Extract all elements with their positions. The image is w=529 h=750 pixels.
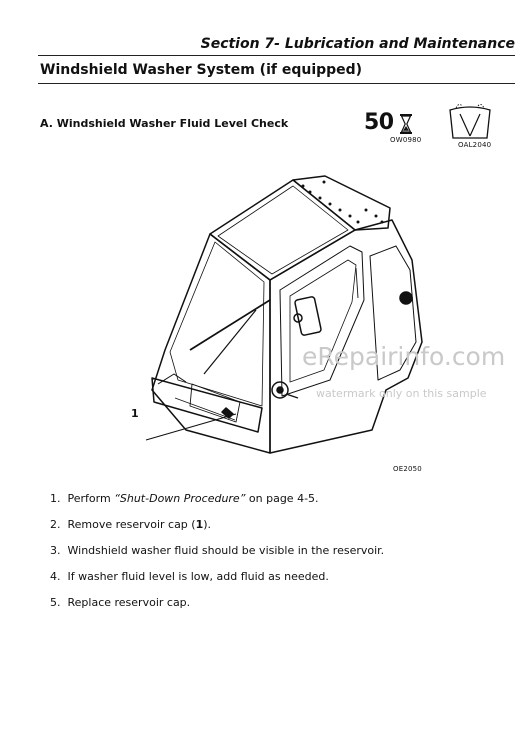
- step-item: [50, 569, 384, 585]
- windshield-icon-code: OAL2040: [458, 141, 492, 149]
- page-title: Windshield Washer System (if equipped): [40, 62, 363, 78]
- title-rule: [38, 83, 515, 84]
- procedure-steps: [50, 491, 384, 621]
- windshield-washer-icon: [446, 100, 494, 140]
- step-text: Windshield washer fluid should be visible in the reservoir.: [67, 544, 385, 557]
- callout-line: [146, 414, 236, 440]
- step-number: 1.: [50, 492, 61, 505]
- step-text: Remove reservoir cap (: [67, 518, 196, 531]
- header-rule: [38, 55, 515, 56]
- step-text: Perform: [67, 492, 115, 505]
- callout-number: 1: [131, 407, 139, 420]
- hourglass-code: OW0980: [390, 136, 422, 144]
- watermark-subtext: watermark only on this sample: [316, 387, 487, 400]
- figure-code: OE2050: [393, 465, 422, 473]
- step-number: 2.: [50, 518, 61, 531]
- hourglass-icon: [399, 113, 413, 135]
- step-item: [50, 595, 384, 611]
- step-text: Replace reservoir cap.: [67, 596, 191, 609]
- subsection-title: A. Windshield Washer Fluid Level Check: [40, 117, 289, 130]
- step-link-text: “Shut-Down Procedure”: [114, 492, 246, 505]
- section-title: Section 7- Lubrication and Maintenance: [200, 36, 515, 52]
- cab-illustration: [130, 170, 430, 470]
- step-number: 3.: [50, 544, 61, 557]
- step-text: ).: [203, 518, 212, 531]
- step-number: 4.: [50, 570, 61, 583]
- step-item: [50, 517, 384, 533]
- step-text: on page 4-5.: [245, 492, 319, 505]
- step-number: 5.: [50, 596, 61, 609]
- service-interval-value: 50: [364, 110, 394, 135]
- step-text: If washer fluid level is low, add fluid as needed.: [67, 570, 329, 583]
- step-callout-ref: 1: [195, 518, 204, 531]
- step-item: [50, 491, 384, 507]
- step-item: [50, 543, 384, 559]
- watermark-text: eRepairinfo.com: [302, 342, 506, 371]
